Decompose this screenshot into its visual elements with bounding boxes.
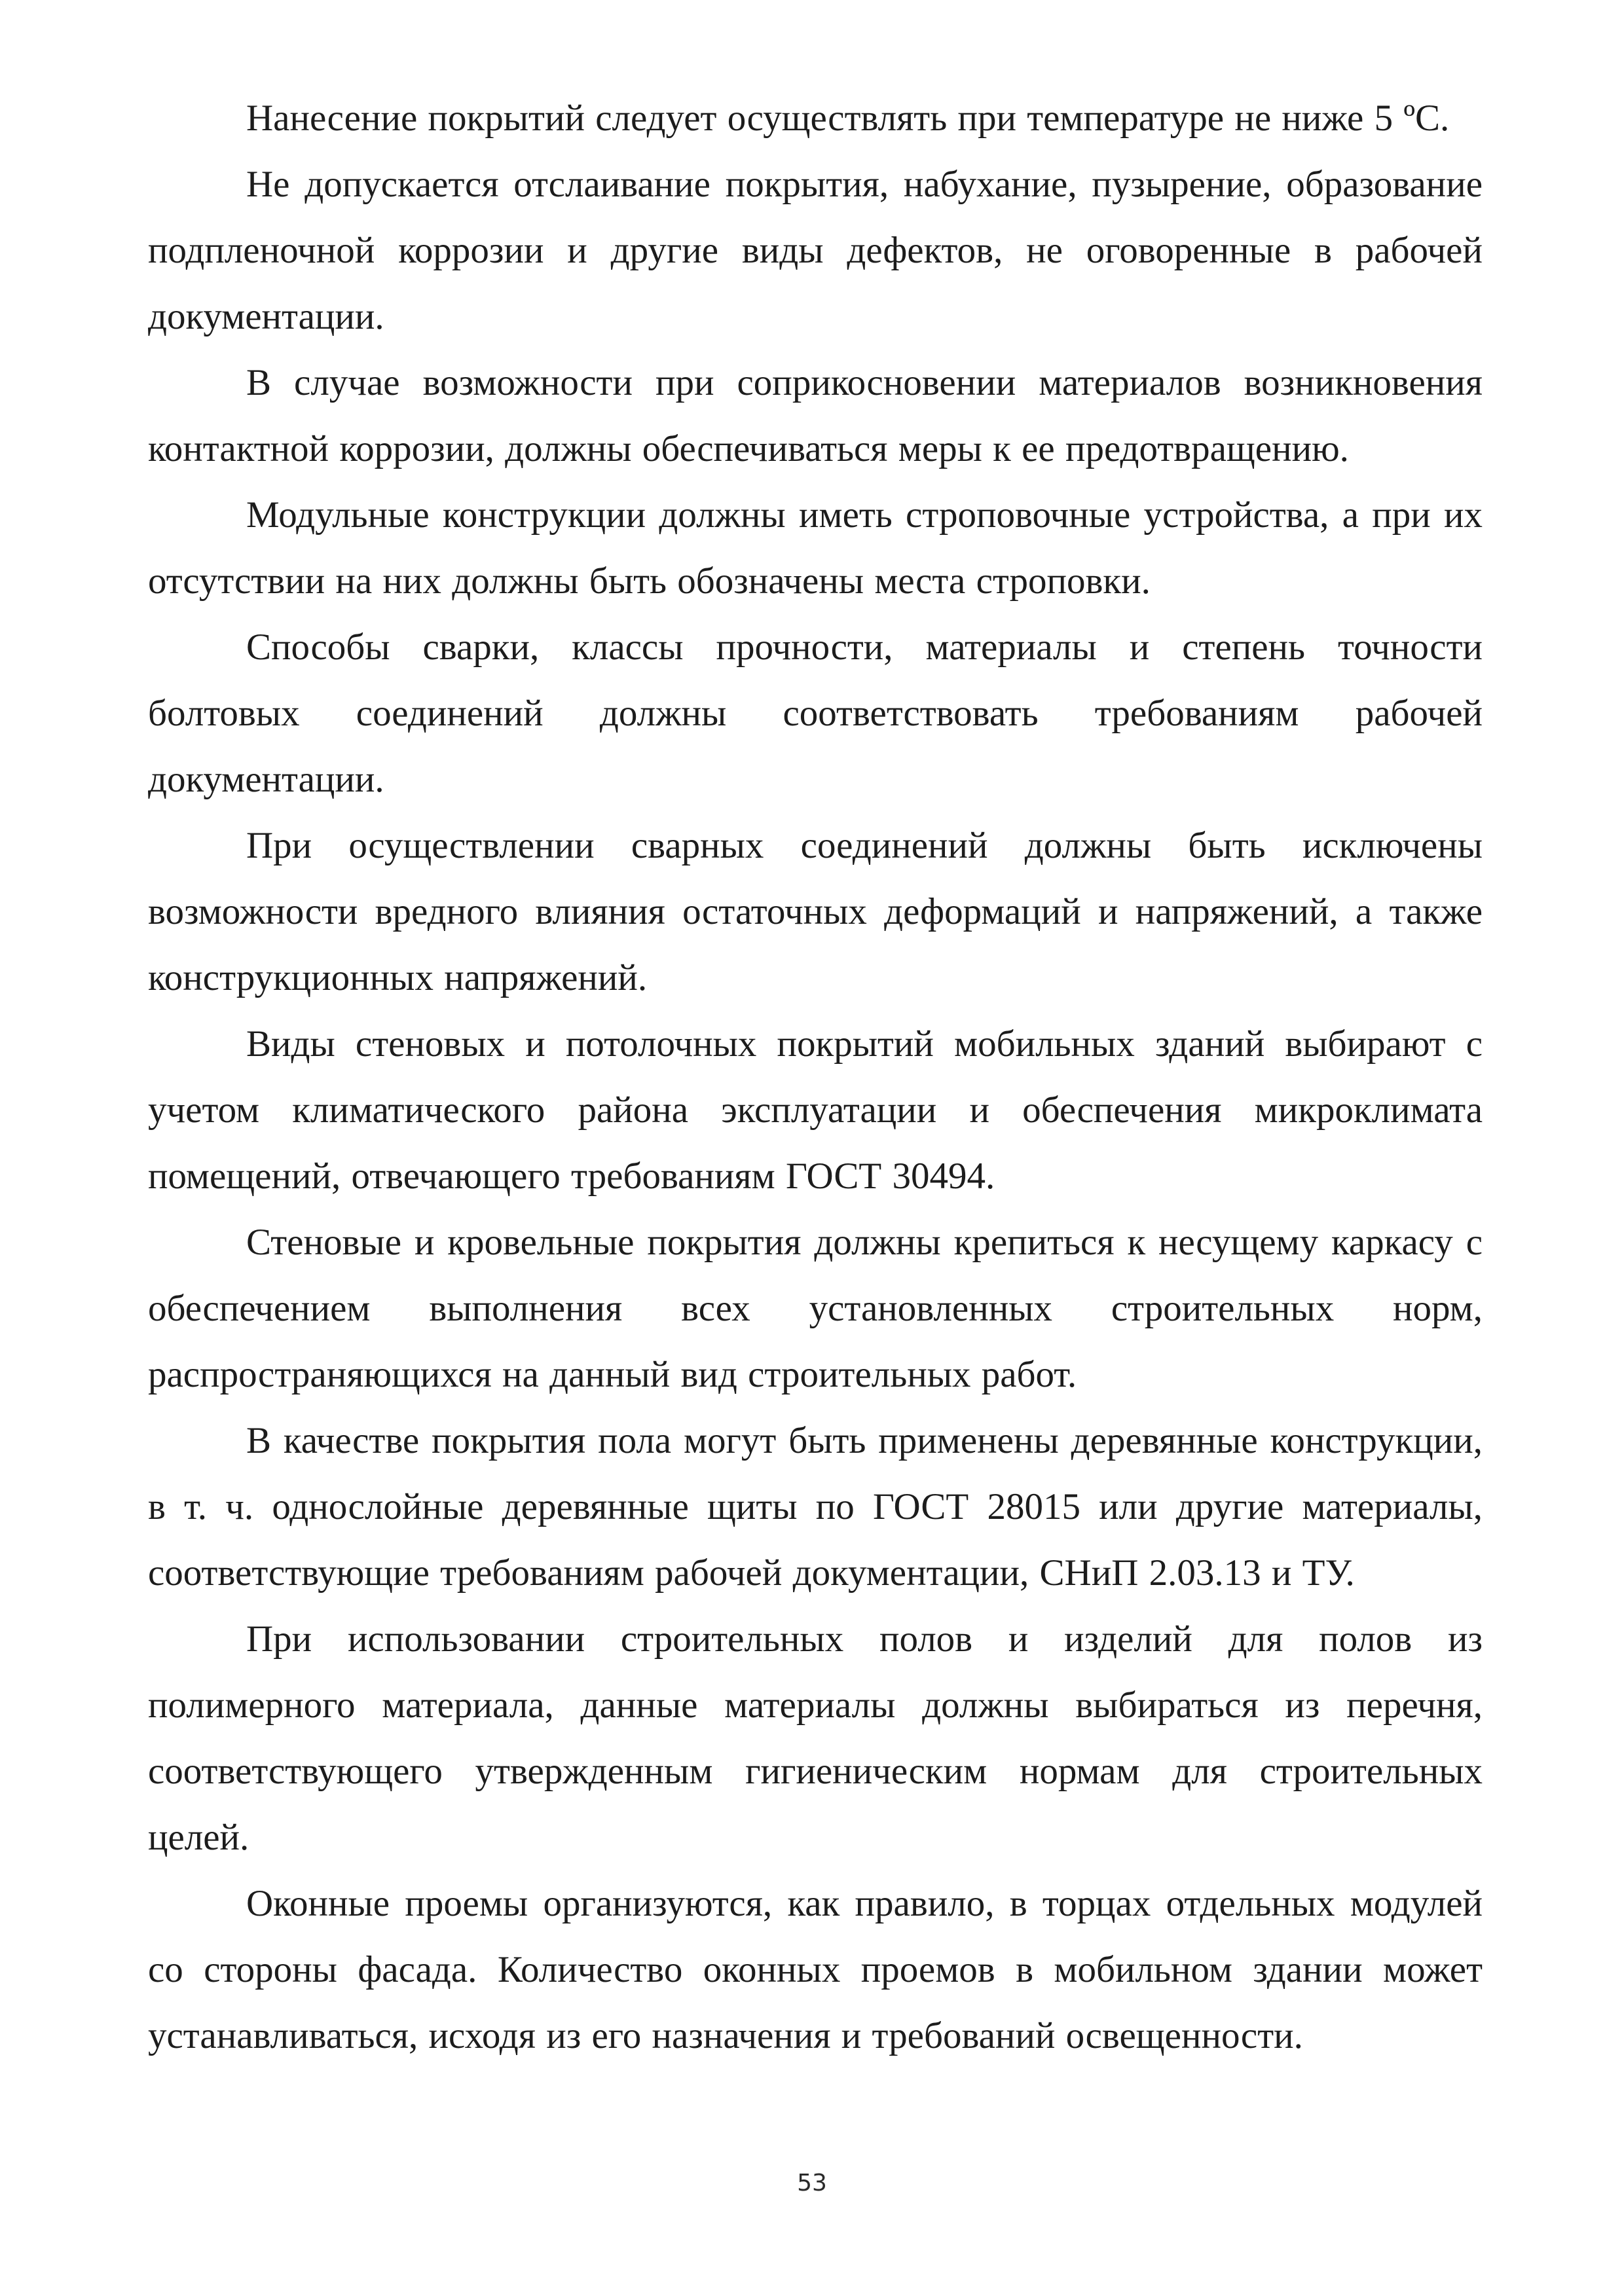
paragraph-welding-methods: Способы сварки, классы прочности, материалы и степень точности болтовых соединений должны соответствовать требованиям рабочей документации. <box>148 627 1483 800</box>
paragraph-wall-ceiling-coverings: Виды стеновых и потолочных покрытий мобильных зданий выбирают с учетом климатического района эксплуатации и обеспечения микроклимата помещений, отвечающего требованиям ГОСТ 30494. <box>148 1023 1483 1197</box>
body-text <box>148 85 1483 2069</box>
paragraph-slinging-devices: Модульные конструкции должны иметь строповочные устройства, а при их отсутствии на них должны быть обозначены места строповки. <box>148 494 1483 602</box>
paragraph-coating-temperature: Нанесение покрытий следует осуществлять при температуре не ниже 5 ºС. <box>246 98 1450 139</box>
paragraph-polymer-floors: При использовании строительных полов и изделий для полов из полимерного материала, данные материалы должны выбираться из перечня, соответствующего утвержденным гигиеническим нормам для строительных целей. <box>148 1618 1483 1858</box>
page-number: 53 <box>797 2170 827 2196</box>
paragraph-roof-coverings: Стеновые и кровельные покрытия должны крепиться к несущему каркасу с обеспечением выполнения всех установленных строительных норм, распространяющихся на данный вид строительных работ. <box>148 1222 1483 1395</box>
paragraph-weld-stresses: При осуществлении сварных соединений должны быть исключены возможности вредного влияния остаточных деформаций и напряжений, а также конструкционных напряжений. <box>148 825 1483 998</box>
paragraph-window-openings: Оконные проемы организуются, как правило, в торцах отдельных модулей со стороны фасада. Количество оконных проемов в мобильном здании может устанавливаться, исходя из его назначения и требований освещенности. <box>148 1883 1483 2056</box>
paragraph-floor-coverings: В качестве покрытия пола могут быть применены деревянные конструкции, в т. ч. однослойные деревянные щиты по ГОСТ 28015 или другие материалы, соответствующие требованиям рабочей документации, СНиП 2.03.13 и ТУ. <box>148 1420 1483 1594</box>
paragraph-contact-corrosion: В случае возможности при соприкосновении материалов возникновения контактной коррозии, должны обеспечиваться меры к ее предотвращению. <box>148 362 1483 469</box>
paragraph-coating-defects: Не допускается отслаивание покрытия, набухание, пузырение, образование подпленочной коррозии и другие виды дефектов, не оговоренные в рабочей документации. <box>148 164 1483 337</box>
